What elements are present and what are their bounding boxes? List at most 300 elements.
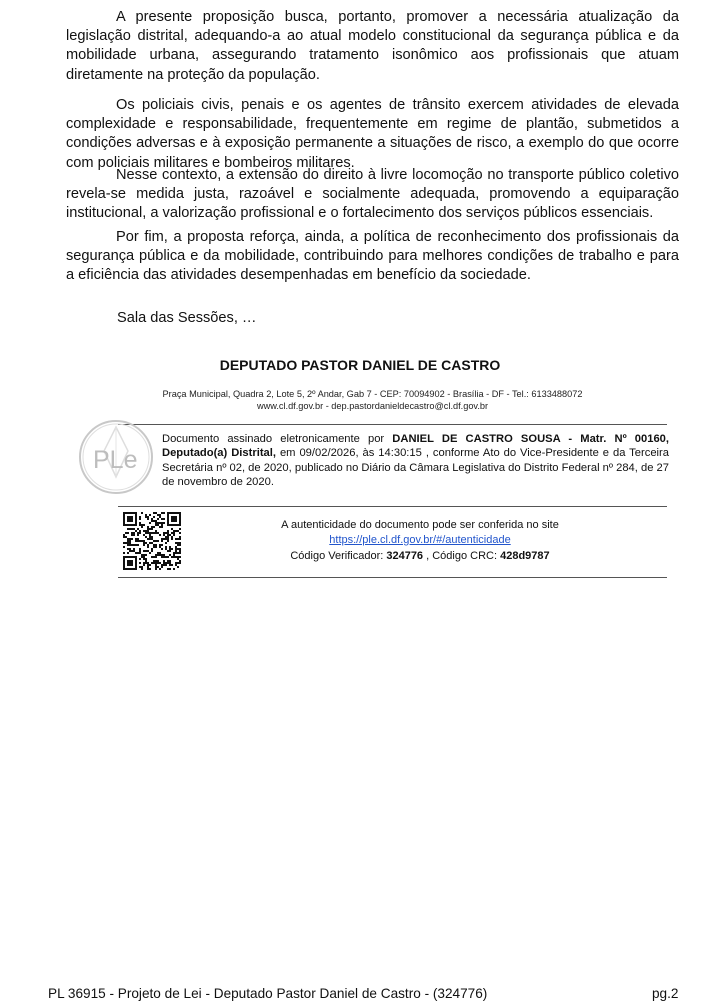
qr-module (149, 538, 151, 540)
footer-page-number: pg.2 (652, 986, 679, 1001)
qr-module (135, 560, 137, 562)
qr-module (143, 540, 145, 542)
qr-module (165, 564, 167, 566)
qr-module (171, 564, 173, 566)
footer-document-id: PL 36915 - Projeto de Lei - Deputado Pastor Daniel de Castro - (324776) (48, 986, 488, 1001)
qr-module (161, 556, 163, 558)
qr-module (141, 526, 143, 528)
qr-module (129, 516, 131, 518)
qr-module (149, 542, 151, 544)
qr-module (139, 550, 141, 552)
qr-module (159, 552, 161, 554)
qr-module (165, 546, 167, 548)
qr-module (179, 556, 181, 558)
qr-module (173, 534, 175, 536)
qr-module (143, 530, 145, 532)
qr-module (137, 538, 139, 540)
qr-module (167, 512, 169, 514)
qr-module (155, 512, 157, 514)
qr-module (153, 516, 155, 518)
qr-module (139, 558, 141, 560)
qr-module (143, 534, 145, 536)
qr-module (123, 566, 125, 568)
qr-module (131, 538, 133, 540)
qr-module (161, 526, 163, 528)
qr-module (179, 516, 181, 518)
qr-module (137, 544, 139, 546)
qr-module (157, 522, 159, 524)
qr-module (131, 524, 133, 526)
qr-module (163, 534, 165, 536)
qr-module (177, 548, 179, 550)
qr-module (145, 550, 147, 552)
qr-module (133, 512, 135, 514)
qr-module (123, 522, 125, 524)
qr-module (139, 524, 141, 526)
qr-module (149, 514, 151, 516)
qr-module (177, 542, 179, 544)
qr-module (127, 564, 129, 566)
office-contacts: www.cl.df.gov.br - dep.pastordanieldecastro@cl.df.gov.br (256, 401, 489, 411)
qr-module (161, 540, 163, 542)
qr-module (127, 556, 129, 558)
qr-module (179, 542, 181, 544)
qr-module (129, 550, 131, 552)
qr-module (139, 552, 141, 554)
qr-module (131, 556, 133, 558)
qr-module (125, 556, 127, 558)
qr-module (175, 562, 177, 564)
qr-module (173, 530, 175, 532)
qr-module (135, 540, 137, 542)
qr-module (177, 558, 179, 560)
qr-module (159, 568, 161, 570)
qr-module (171, 518, 173, 520)
qr-module (127, 516, 129, 518)
qr-module (129, 548, 131, 550)
qr-module (135, 522, 137, 524)
qr-module (129, 568, 131, 570)
body-paragraph-2: Os policiais civis, penais e os agentes de trânsito exercem atividades de elevada complexidade e responsabilidade, frequentemente em regime de plantão, submetidos a condições adversas e à exposição permanente a situações de risco, a exemplo do que ocorre com policiais militares e bombeiros militares. (66, 97, 679, 171)
qr-module (151, 538, 153, 540)
qr-module (159, 544, 161, 546)
qr-module (169, 548, 171, 550)
qr-module (123, 546, 125, 548)
qr-module (155, 544, 157, 546)
qr-module (129, 540, 131, 542)
qr-module (163, 564, 165, 566)
qr-module (141, 512, 143, 514)
authenticity-link[interactable]: https://ple.cl.df.gov.br/#/autenticidade (329, 534, 511, 546)
qr-module (173, 554, 175, 556)
qr-module (145, 554, 147, 556)
qr-module (129, 556, 131, 558)
qr-module (143, 550, 145, 552)
qr-module (177, 562, 179, 564)
qr-module (155, 562, 157, 564)
qr-module (177, 552, 179, 554)
qr-module (179, 552, 181, 554)
qr-module (149, 568, 151, 570)
qr-module (165, 556, 167, 558)
qr-module (157, 540, 159, 542)
qr-module (177, 524, 179, 526)
qr-module (169, 546, 171, 548)
qr-module (131, 520, 133, 522)
qr-module (135, 512, 137, 514)
qr-module (133, 524, 135, 526)
qr-module (177, 544, 179, 546)
qr-module (153, 560, 155, 562)
verifier-code: 324776 (386, 550, 424, 562)
qr-module (137, 532, 139, 534)
qr-module (155, 554, 157, 556)
qr-module (161, 564, 163, 566)
qr-module (163, 556, 165, 558)
qr-module (155, 540, 157, 542)
qr-module (147, 518, 149, 520)
signature-statement (162, 432, 669, 489)
qr-module (169, 550, 171, 552)
qr-module (151, 518, 153, 520)
qr-module (179, 538, 181, 540)
qr-module (161, 512, 163, 514)
qr-module (123, 560, 125, 562)
qr-module (155, 546, 157, 548)
qr-module (147, 546, 149, 548)
qr-module (157, 514, 159, 516)
qr-module (161, 544, 163, 546)
qr-module (133, 544, 135, 546)
qr-module (159, 534, 161, 536)
body-paragraph-1: A presente proposição busca, portanto, promover a necessária atualização da legislação distrital, adequando-a ao atual modelo constitucional da segurança pública e da mobilidade urbana, assegurando tratamento isonômico aos profissionais que atuam diretamente na proteção da população. (66, 9, 679, 83)
qr-module (127, 568, 129, 570)
qr-module (131, 568, 133, 570)
qr-module (139, 532, 141, 534)
qr-module (135, 516, 137, 518)
qr-module (123, 536, 125, 538)
qr-module (161, 548, 163, 550)
qr-module (155, 566, 157, 568)
qr-module (125, 524, 127, 526)
qr-module (171, 516, 173, 518)
qr-module (133, 532, 135, 534)
qr-module (161, 524, 163, 526)
qr-module (163, 538, 165, 540)
qr-module (167, 520, 169, 522)
authenticity-notice: A autenticidade do documento pode ser conferida no site (281, 519, 559, 531)
qr-module (127, 548, 129, 550)
qr-module (167, 562, 169, 564)
qr-module (135, 524, 137, 526)
qr-module (179, 536, 181, 538)
qr-module (127, 544, 129, 546)
qr-module (135, 514, 137, 516)
qr-module (169, 534, 171, 536)
qr-module (151, 562, 153, 564)
qr-module (173, 568, 175, 570)
qr-module (125, 568, 127, 570)
qr-module (129, 518, 131, 520)
qr-module (165, 548, 167, 550)
qr-module (129, 538, 131, 540)
qr-module (157, 524, 159, 526)
qr-module (127, 528, 129, 530)
qr-module (175, 538, 177, 540)
qr-module (163, 562, 165, 564)
qr-module (159, 554, 161, 556)
qr-module (135, 520, 137, 522)
qr-module (167, 532, 169, 534)
qr-module (155, 564, 157, 566)
qr-module (143, 558, 145, 560)
qr-module (167, 540, 169, 542)
qr-module (167, 530, 169, 532)
qr-module (153, 512, 155, 514)
qr-module (149, 536, 151, 538)
qr-module (169, 554, 171, 556)
qr-module (167, 524, 169, 526)
qr-module (179, 512, 181, 514)
qr-module (131, 528, 133, 530)
qr-module (177, 530, 179, 532)
qr-module (163, 554, 165, 556)
qr-module (133, 550, 135, 552)
qr-module (175, 564, 177, 566)
qr-module (123, 514, 125, 516)
qr-module (157, 518, 159, 520)
qr-module (151, 556, 153, 558)
qr-module (167, 518, 169, 520)
qr-module (171, 536, 173, 538)
qr-module (139, 566, 141, 568)
qr-module (173, 552, 175, 554)
qr-module (123, 518, 125, 520)
qr-module (173, 524, 175, 526)
qr-module (155, 530, 157, 532)
closing-line: Sala das Sessões, … (117, 310, 257, 326)
qr-module (159, 516, 161, 518)
qr-module (167, 534, 169, 536)
qr-module (175, 520, 177, 522)
qr-module (159, 526, 161, 528)
qr-module (123, 542, 125, 544)
qr-module (175, 530, 177, 532)
qr-module (133, 548, 135, 550)
qr-module (131, 534, 133, 536)
qr-module (127, 542, 129, 544)
qr-module (155, 522, 157, 524)
qr-module (129, 544, 131, 546)
qr-module (145, 532, 147, 534)
qr-module (149, 522, 151, 524)
qr-module (145, 530, 147, 532)
qr-module (127, 552, 129, 554)
qr-module (129, 560, 131, 562)
qr-module (157, 552, 159, 554)
qr-module (161, 566, 163, 568)
qr-module (129, 524, 131, 526)
qr-module (175, 556, 177, 558)
qr-module (157, 532, 159, 534)
qr-module (141, 554, 143, 556)
qr-module (125, 512, 127, 514)
qr-module (147, 562, 149, 564)
qr-module (165, 542, 167, 544)
qr-module (151, 536, 153, 538)
qr-module (139, 516, 141, 518)
qr-module (123, 558, 125, 560)
qr-module (147, 538, 149, 540)
qr-module (141, 540, 143, 542)
qr-module (179, 560, 181, 562)
qr-module (167, 568, 169, 570)
qr-module (133, 534, 135, 536)
qr-module (149, 532, 151, 534)
qr-module (139, 518, 141, 520)
qr-module (145, 560, 147, 562)
qr-module (151, 528, 153, 530)
qr-module (159, 522, 161, 524)
qr-module (167, 550, 169, 552)
qr-module (123, 552, 125, 554)
qr-module (139, 530, 141, 532)
qr-module (139, 548, 141, 550)
qr-module (131, 550, 133, 552)
verification-codes (270, 550, 570, 562)
qr-module (143, 564, 145, 566)
qr-module (179, 524, 181, 526)
divider-middle (118, 506, 667, 507)
qr-module (131, 562, 133, 564)
qr-module (135, 556, 137, 558)
qr-module (131, 544, 133, 546)
qr-module (143, 524, 145, 526)
qr-module (179, 514, 181, 516)
crc-label: , Código CRC: (423, 550, 501, 562)
qr-module (145, 536, 147, 538)
qr-module (141, 556, 143, 558)
qr-module (123, 556, 125, 558)
qr-module (177, 538, 179, 540)
qr-module (171, 556, 173, 558)
qr-module (171, 524, 173, 526)
body-paragraph-3: Nesse contexto, a extensão do direito à livre locomoção no transporte público coletivo revela-se medida justa, razoável e socialmente adequada, promovendo a equiparação institucional, a valorização profissional e o fortalecimento dos serviços públicos essenciais. (66, 167, 679, 222)
qr-module (175, 550, 177, 552)
qr-module (143, 554, 145, 556)
qr-module (177, 556, 179, 558)
qr-module (149, 564, 151, 566)
qr-module (143, 542, 145, 544)
qr-module (173, 520, 175, 522)
qr-module (165, 562, 167, 564)
qr-module (133, 556, 135, 558)
qr-module (153, 520, 155, 522)
qr-module (133, 528, 135, 530)
qr-module (127, 540, 129, 542)
qr-module (153, 532, 155, 534)
qr-module (169, 564, 171, 566)
qr-module (149, 534, 151, 536)
qr-module (171, 512, 173, 514)
qr-module (131, 516, 133, 518)
qr-module (125, 542, 127, 544)
divider-top (118, 424, 667, 425)
signature-lead: Documento assinado eletronicamente por (162, 433, 393, 445)
qr-module (139, 540, 141, 542)
qr-module (147, 568, 149, 570)
qr-module (157, 554, 159, 556)
qr-module (131, 564, 133, 566)
signer-name: DANIEL DE CASTRO SOUSA - Matr. Nº 00160, Deputado(a) Distrital, (162, 433, 670, 460)
qr-module (147, 544, 149, 546)
qr-module (141, 568, 143, 570)
qr-module (137, 528, 139, 530)
qr-module (177, 566, 179, 568)
qr-module (131, 560, 133, 562)
qr-module (145, 542, 147, 544)
qr-module (149, 528, 151, 530)
code-label: Código Verificador: (290, 550, 387, 562)
qr-module (135, 562, 137, 564)
qr-module (135, 566, 137, 568)
qr-module (157, 562, 159, 564)
qr-module (159, 514, 161, 516)
qr-module (123, 562, 125, 564)
signature-details: em 09/02/2026, às 14:30:15 , conforme Ato do Vice-Presidente e da Terceira Secretária nº 02, de 2020, publicado no Diário da Câmara Legislativa do Distrito Federal nº 284, de 27 de novembro de 2020. (162, 447, 669, 488)
qr-module (147, 550, 149, 552)
qr-module (179, 544, 181, 546)
qr-module (135, 564, 137, 566)
qr-module (151, 526, 153, 528)
qr-module (179, 550, 181, 552)
qr-module (161, 554, 163, 556)
qr-module (157, 566, 159, 568)
qr-module (135, 568, 137, 570)
qr-module (163, 522, 165, 524)
qr-module (159, 546, 161, 548)
qr-module (153, 540, 155, 542)
qr-module (149, 552, 151, 554)
qr-module (123, 564, 125, 566)
divider-bottom (118, 577, 667, 578)
qr-module (153, 526, 155, 528)
qr-module (179, 548, 181, 550)
qr-module (165, 532, 167, 534)
qr-module (143, 544, 145, 546)
qr-module (147, 528, 149, 530)
qr-module (123, 534, 125, 536)
qr-module (147, 566, 149, 568)
qr-module (129, 512, 131, 514)
qr-module (143, 562, 145, 564)
qr-module (153, 556, 155, 558)
qr-module (179, 520, 181, 522)
qr-module (141, 524, 143, 526)
qr-module (165, 536, 167, 538)
qr-module (127, 512, 129, 514)
qr-module (147, 532, 149, 534)
qr-module (135, 552, 137, 554)
qr-module (175, 546, 177, 548)
qr-module (125, 536, 127, 538)
qr-module (131, 518, 133, 520)
qr-code-icon (123, 512, 181, 570)
qr-module (135, 558, 137, 560)
deputy-name: DEPUTADO PASTOR DANIEL DE CASTRO (219, 357, 501, 373)
qr-module (127, 560, 129, 562)
qr-module (167, 516, 169, 518)
